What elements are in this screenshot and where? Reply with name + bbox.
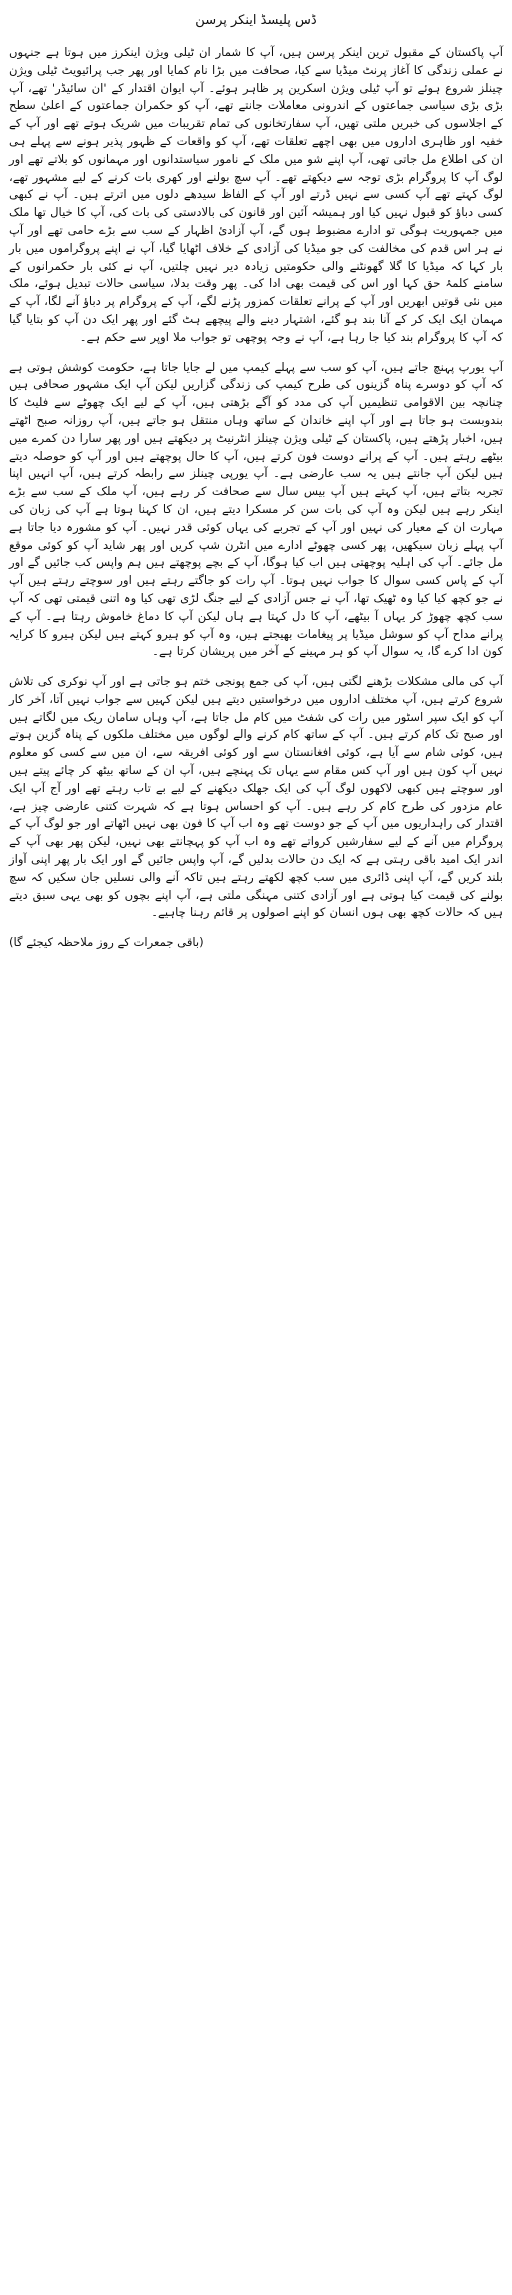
article-paragraph: آپ یورپ پہنچ جاتے ہیں، آپ کو سب سے پہلے کیمپ میں لے جایا جاتا ہے، حکومت کوشش ہوتی ہے کہ آپ کو دوسرے پناہ گزینوں کی طرح کیمپ کی زندگی گزاریں لیکن آپ ایک مشہور صحافی ہیں چنانچہ بین الاقوامی تنظیمیں آپ کی مدد کو آگے بڑھتی ہیں، آپ کے لیے ایک چھوٹے سے فلیٹ کا بندوبست ہو جاتا ہے اور آپ اپنے خاندان کے ساتھ وہاں منتقل ہو جاتے ہیں، آپ روزانہ صبح اٹھتے ہیں، اخبار پڑھتے ہیں، پاکستان کے ٹیلی ویژن چینلز انٹرنیٹ پر دیکھتے ہیں اور پھر سارا دن کمرے میں بیٹھے رہتے ہیں۔ آپ کے پرانے دوست فون کرتے ہیں، آپ کا حال پوچھتے ہیں اور آپ کو حوصلہ دیتے ہیں لیکن آپ جانتے ہیں یہ سب عارضی ہے۔ آپ یورپی چینلز سے رابطہ کرتے ہیں، آپ انہیں اپنا تجربہ بتاتے ہیں، آپ کہتے ہیں آپ بیس سال سے صحافت کر رہے ہیں، آپ ملک کے سب سے بڑے اینکر رہے ہیں لیکن وہ آپ کی بات سن کر مسکرا دیتے ہیں، ان کا کہنا ہوتا ہے آپ کی زبان کی مہارت ان کے معیار کی نہیں اور آپ کے تجربے کی یہاں کوئی قدر نہیں۔ آپ کو مشورہ دیا جاتا ہے آپ پہلے زبان سیکھیں، پھر کسی چھوٹے ادارے میں انٹرن شپ کریں اور پھر شاید آپ کو کوئی موقع مل جائے۔ آپ کی اہلیہ پوچھتی ہیں اب کیا ہوگا، آپ کے بچے پوچھتے ہیں ہم واپس کب جائیں گے اور آپ کے پاس کسی سوال کا جواب نہیں ہوتا۔ آپ رات کو جاگتے رہتے ہیں اور سوچتے رہتے ہیں آپ نے جو کچھ کیا کیا وہ ٹھیک تھا، آپ نے جس آزادی کے لیے جنگ لڑی تھی کیا وہ اتنی قیمتی تھی کہ آپ سب کچھ چھوڑ کر یہاں آ بیٹھے، آپ کا دل کہتا ہے ہاں لیکن آپ کا دماغ خاموش رہتا ہے۔ آپ کے پرانے مداح آپ کو سوشل میڈیا پر پیغامات بھیجتے ہیں، وہ آپ کو ہیرو کہتے ہیں لیکن ہیرو کا کرایہ کون ادا کرے گا، یہ سوال آپ کو ہر مہینے کے آخر میں پریشان کرتا ہے۔ [9, 359, 503, 659]
article-title: ڈس پلیسڈ اینکر پرسن [195, 13, 317, 28]
article-paragraph: آپ پاکستان کے مقبول ترین اینکر پرسن ہیں، آپ کا شمار ان ٹیلی ویژن اینکرز میں ہوتا ہے جنہوں نے عملی زندگی کا آغاز پرنٹ میڈیا سے کیا، صحافت میں بڑا نام کمایا اور پھر جب پرائیویٹ ٹیلی ویژن چینلز شروع ہوئے تو آپ ٹیلی ویژن اسکرین پر ظاہر ہوئے۔ آپ ایوان اقتدار کے 'ان سائیڈر' تھے، آپ بڑی بڑی سیاسی جماعتوں کے اندرونی معاملات جانتے تھے، آپ کو حکمران جماعتوں کے اعلیٰ سطح کے اجلاسوں کی خبریں ملتی تھیں، آپ سفارتخانوں کی تمام تقریبات میں شریک ہوتے تھے اور آپ کے خفیہ اور ظاہری اداروں میں بھی اچھے تعلقات تھے، آپ کو واقعات کے ظہور پذیر ہونے سے پہلے ہی ان کی اطلاع مل جاتی تھی، آپ اپنے شو میں ملک کے نامور سیاستدانوں اور مہمانوں کو بلاتے تھے اور لوگ آپ کا پروگرام بڑی توجہ سے دیکھتے تھے۔ آپ سچ بولنے اور کھری بات کرنے کے لیے مشہور تھے، لوگ کہتے تھے آپ کسی سے نہیں ڈرتے اور آپ کے الفاظ سیدھے دلوں میں اترتے ہیں۔ آپ نے کبھی کسی دباؤ کو قبول نہیں کیا اور ہمیشہ آئین اور قانون کی بالادستی کی بات کی، آپ کا خیال تھا ملک میں جمہوریت ہوگی تو ادارے مضبوط ہوں گے، آپ آزادیٔ اظہار کے سب سے بڑے حامی تھے اور آپ نے ہر اس قدم کی مخالفت کی جو میڈیا کی آزادی کے خلاف اٹھایا گیا، آپ نے اپنے پروگراموں میں بار بار کہا کہ میڈیا کا گلا گھونٹنے والی حکومتیں زیادہ دیر نہیں چلتیں، آپ نے کئی بار حکمرانوں کے سامنے کلمۂ حق کہا اور اس کی قیمت بھی ادا کی۔ پھر وقت بدلا، سیاسی حالات تبدیل ہوئے، ملک میں نئی قوتیں ابھریں اور آپ کے پرانے تعلقات کمزور پڑنے لگے، آپ کے پروگرام پر دباؤ آنے لگا، آپ کے مہمان ایک ایک کر کے آنا بند ہو گئے، اشتہار دینے والے پیچھے ہٹ گئے اور پھر ایک دن آپ کو بتایا گیا کہ آپ کا پروگرام بند کیا جا رہا ہے، آپ نے وجہ پوچھی تو جواب ملا اوپر سے حکم ہے۔ [9, 45, 503, 344]
article-paragraph: آپ کی مالی مشکلات بڑھنے لگتی ہیں، آپ کی جمع پونجی ختم ہو جاتی ہے اور آپ نوکری کی تلاش شروع کرتے ہیں، آپ مختلف اداروں میں درخواستیں دیتے ہیں لیکن کہیں سے جواب نہیں آتا، آخر کار آپ کو ایک سپر اسٹور میں رات کی شفٹ میں کام مل جاتا ہے، آپ وہاں سامان ریک میں لگاتے ہیں اور صبح تک کام کرتے ہیں۔ آپ کے ساتھ کام کرنے والے لوگوں میں مختلف ملکوں کے پناہ گزین ہوتے ہیں، کوئی شام سے آیا ہے، کوئی افغانستان سے اور کوئی افریقہ سے، ان میں سے کسی کو معلوم نہیں آپ کون ہیں اور آپ کس مقام سے یہاں تک پہنچے ہیں، آپ ان کے ساتھ بیٹھ کر چائے پیتے ہیں اور سوچتے ہیں کبھی لاکھوں لوگ آپ کی ایک جھلک دیکھنے کے لیے بے تاب رہتے تھے اور آج آپ ایک عام مزدور کی طرح کام کر رہے ہیں۔ آپ کو احساس ہوتا ہے کہ شہرت کتنی عارضی چیز ہے، اقتدار کی راہداریوں میں آپ کے جو دوست تھے وہ اب آپ کا فون بھی نہیں اٹھاتے اور جو لوگ آپ کے پروگرام میں آنے کے لیے سفارشیں کرواتے تھے وہ اب آپ کو پہچانتے بھی نہیں، لیکن پھر بھی آپ کے اندر ایک امید باقی رہتی ہے کہ ایک دن حالات بدلیں گے، آپ واپس جائیں گے اور ایک بار پھر اپنی آواز بلند کریں گے، آپ اپنی ڈائری میں سب کچھ لکھتے رہتے ہیں تاکہ آنے والی نسلیں جان سکیں کہ سچ بولنے کی قیمت کیا ہوتی ہے اور آزادی کتنی مہنگی ملتی ہے، آپ اپنے بچوں کو بھی یہی سبق دیتے ہیں کہ حالات کچھ بھی ہوں انسان کو اپنے اصولوں پر قائم رہنا چاہیے۔ [9, 674, 503, 920]
continuation-note: (باقی جمعرات کے روز ملاحظہ کیجئے گا) [9, 935, 204, 950]
